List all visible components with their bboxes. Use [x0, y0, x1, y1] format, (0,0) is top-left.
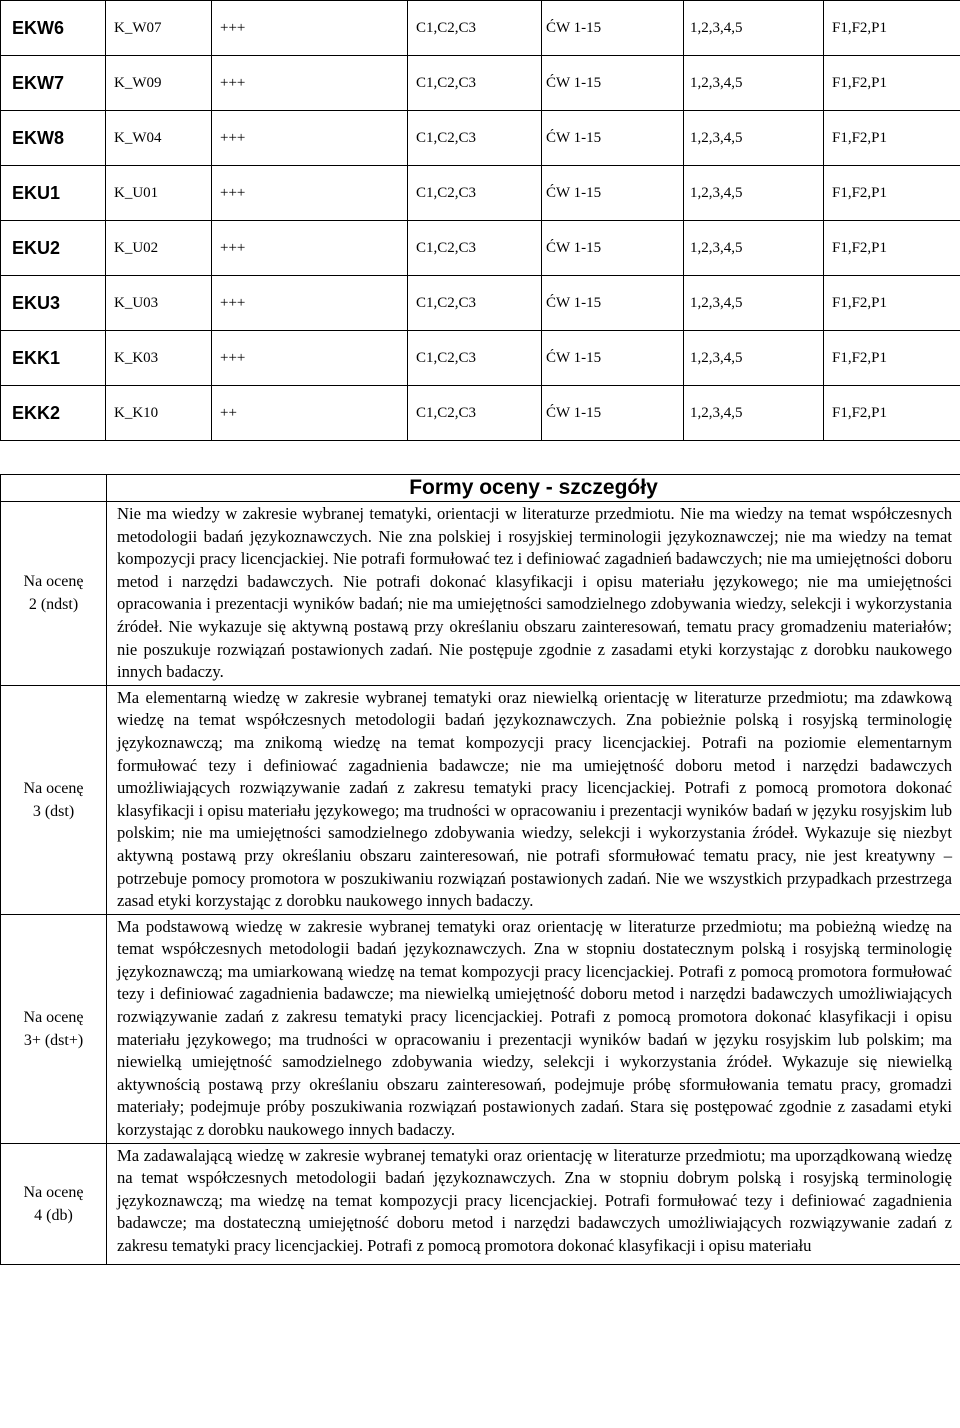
reference-code: K_W07 [106, 1, 212, 56]
assessment-cell: F1,F2,P1 [824, 1, 960, 56]
assessment-cell: F1,F2,P1 [824, 386, 960, 441]
classes-cell: ĆW 1-15 [542, 166, 684, 221]
reference-code: K_K10 [106, 386, 212, 441]
methods-cell: 1,2,3,4,5 [684, 1, 824, 56]
reference-code: K_K03 [106, 331, 212, 386]
goals-cell: C1,C2,C3 [408, 166, 542, 221]
methods-cell: 1,2,3,4,5 [684, 276, 824, 331]
methods-cell: 1,2,3,4,5 [684, 166, 824, 221]
grade-label-line1: Na ocenę [23, 779, 84, 797]
grade-description [107, 685, 960, 914]
grade-label-line1: Na ocenę [23, 1008, 84, 1026]
classes-cell: ĆW 1-15 [542, 276, 684, 331]
reference-code: K_W09 [106, 56, 212, 111]
reference-code: K_W04 [106, 111, 212, 166]
strength-marker: +++ [212, 1, 408, 56]
grade-description-text: Ma zadawalającą wiedzę w zakresie wybranej tematyki oraz orientację w literaturze przedmiotu; ma uporządkowaną wiedzę na temat współczesnych metodologii badań językoznawczych. Zna w stopniu dobrym polską i rosyjską terminologię językoznawczą; ma wiedzę na temat kompozycji pracy licencjackiej. Potrafi formułować tezy i definiować zagadnienia badawcze; ma dostateczną umiejętność doboru metod i narzędzi badawczych umożliwiających rozwiązywanie zadań z zakresu tematyki pracy licencjackiej. Potrafi z pomocą promotora dokonać klasyfikacji i opisu materiału [117, 1145, 952, 1255]
grade-description [107, 502, 960, 686]
grade-label-line1: Na ocenę [23, 1183, 84, 1201]
outcome-row [1, 331, 960, 386]
learning-outcomes-body [1, 1, 960, 441]
assessment-cell: F1,F2,P1 [824, 111, 960, 166]
strength-marker: +++ [212, 221, 408, 276]
grade-label-line2: 2 (ndst) [28, 596, 79, 614]
grade-description [107, 914, 960, 1143]
classes-cell: ĆW 1-15 [542, 1, 684, 56]
strength-marker: +++ [212, 276, 408, 331]
grade-label [1, 1143, 107, 1264]
grade-label [1, 914, 107, 1143]
learning-outcomes-table [0, 0, 960, 441]
grading-header-row [1, 475, 960, 502]
grading-details-title: Formy oceny - szczegóły [107, 475, 960, 502]
grade-label-line2: 4 (db) [34, 1206, 73, 1224]
reference-code: K_U02 [106, 221, 212, 276]
goals-cell: C1,C2,C3 [408, 221, 542, 276]
grade-description-text: Ma podstawową wiedzę w zakresie wybranej tematyki oraz orientację w literaturze przedmiotu; ma pobieżną wiedzę na temat współczesnych metodologii badań językoznawczych. Zna w stopniu dostatecznym polską i rosyjską terminologię językoznawczą; ma umiarkowaną wiedzę na temat kompozycji pracy licencjackiej. Potrafi z pomocą promotora formułować tezy i definiować zagadnienia badawcze; ma niewielką umiejętność doboru metod i narzędzi badawczych umożliwiających rozwiązywanie zadań z zakresu tematyki pracy licencjackiej. Potrafi z pomocą promotora dokonać klasyfikacji i opisu materiału językowego; ma trudności w opracowaniu i prezentacji wyników badań w języku rosyjskim lub polskim; ma niewielką umiejętność samodzielnego zdobywania wiedzy, selekcji i wykorzystania źródeł. Wykazuje się niewielką aktywnością postawą przy określaniu obszaru zainteresowań, podejmuje próbę sformułowania tematu pracy, gromadzi materiały; podejmuje próby poszukiwania rozwiązań postawionych zadań. Stara się postępować zgodnie z zasadami etyki korzystając z dorobku naukowego innych badaczy. [117, 916, 952, 1140]
methods-cell: 1,2,3,4,5 [684, 331, 824, 386]
grade-label [1, 502, 107, 686]
strength-marker: ++ [212, 386, 408, 441]
outcome-code: EKW7 [1, 56, 106, 111]
grade-row-3 [1, 685, 960, 914]
grade-description-text: Nie ma wiedzy w zakresie wybranej tematyki, orientacji w literaturze przedmiotu. Nie ma wiedzy na temat współczesnych metodologii badań językoznawczych. Nie zna polskiej i rosyjskiej terminologii językoznawczej; nie ma wiedzy na temat kompozycji pracy licencjackiej. Nie potrafi formułować tez i definiować zagadnień badawczych; nie ma umiejętności doboru metod i narzędzi badawczych. Nie potrafi dokonać klasyfikacji i opisu materiału językowego; nie ma umiejętności opracowania i prezentacji wyników badań; nie ma umiejętności samodzielnego zdobywania wiedzy, selekcji i wykorzystania źródeł. Nie wykazuje się aktywną postawą przy określaniu obszaru zainteresowań, tematu pracy gromadzeniu materiałów; nie poszukuje rozwiązań postawionych zadań. Nie postępuje zgodnie z zasadami etyki korzystając z dorobku naukowego innych badaczy. [117, 504, 952, 682]
classes-cell: ĆW 1-15 [542, 386, 684, 441]
outcome-row [1, 111, 960, 166]
outcome-code: EKU2 [1, 221, 106, 276]
assessment-cell: F1,F2,P1 [824, 221, 960, 276]
outcome-row [1, 276, 960, 331]
goals-cell: C1,C2,C3 [408, 386, 542, 441]
classes-cell: ĆW 1-15 [542, 221, 684, 276]
classes-cell: ĆW 1-15 [542, 331, 684, 386]
grade-label-line1: Na ocenę [23, 573, 84, 591]
outcome-code: EKK1 [1, 331, 106, 386]
strength-marker: +++ [212, 111, 408, 166]
assessment-cell: F1,F2,P1 [824, 56, 960, 111]
assessment-cell: F1,F2,P1 [824, 166, 960, 221]
grade-label-line2: 3+ (dst+) [23, 1031, 84, 1049]
strength-marker: +++ [212, 166, 408, 221]
goals-cell: C1,C2,C3 [408, 1, 542, 56]
goals-cell: C1,C2,C3 [408, 56, 542, 111]
outcome-code: EKK2 [1, 386, 106, 441]
methods-cell: 1,2,3,4,5 [684, 56, 824, 111]
grade-label [1, 685, 107, 914]
grade-row-3-plus [1, 914, 960, 1143]
outcome-row [1, 56, 960, 111]
grade-row-4 [1, 1143, 960, 1264]
outcome-code: EKU1 [1, 166, 106, 221]
outcome-row [1, 386, 960, 441]
grading-details-table [0, 474, 960, 1265]
classes-cell: ĆW 1-15 [542, 56, 684, 111]
outcome-row [1, 166, 960, 221]
goals-cell: C1,C2,C3 [408, 331, 542, 386]
classes-cell: ĆW 1-15 [542, 111, 684, 166]
methods-cell: 1,2,3,4,5 [684, 386, 824, 441]
outcome-code: EKU3 [1, 276, 106, 331]
grade-row-2 [1, 502, 960, 686]
reference-code: K_U03 [106, 276, 212, 331]
strength-marker: +++ [212, 331, 408, 386]
outcome-row [1, 1, 960, 56]
outcome-row [1, 221, 960, 276]
methods-cell: 1,2,3,4,5 [684, 111, 824, 166]
grade-description-text: Ma elementarną wiedzę w zakresie wybranej tematyki oraz niewielką orientację w literaturze przedmiotu; ma zdawkową wiedzę na temat współczesnych metodologii badań językoznawczych. Zna pobieżnie polską i rosyjską terminologię językoznawczą; ma znikomą wiedzę na temat kompozycji pracy licencjackiej. Potrafi na poziomie elementarnym formułować tezy i definiować zagadnienia badawcze; nie ma umiejętność doboru metod i narzędzi badawczych umożliwiających rozwiązywanie zadań z zakresu tematyki pracy licencjackiej. Potrafi z pomocą promotora dokonać klasyfikacji i opisu materiału językowego; ma trudności w opracowaniu i prezentacji wyników badań w języku rosyjskim lub polskim; nie ma umiejętności samodzielnego zdobywania wiedzy, selekcji i wykorzystania źródeł. Wykazuje się niezbyt aktywną postawą przy określaniu obszaru zainteresowań, nie potrafi sformułować tematu pracy, nie jest kreatywny – potrzebuje pomocy promotora w poszukiwaniu rozwiązań postawionych zadań. Nie we wszystkich przypadkach przestrzega zasad etyki korzystając z dorobku naukowego innych badaczy. [117, 687, 952, 911]
outcome-code: EKW8 [1, 111, 106, 166]
strength-marker: +++ [212, 56, 408, 111]
assessment-cell: F1,F2,P1 [824, 331, 960, 386]
methods-cell: 1,2,3,4,5 [684, 221, 824, 276]
goals-cell: C1,C2,C3 [408, 111, 542, 166]
reference-code: K_U01 [106, 166, 212, 221]
grade-label-line2: 3 (dst) [32, 802, 75, 820]
grade-description [107, 1143, 960, 1264]
goals-cell: C1,C2,C3 [408, 276, 542, 331]
assessment-cell: F1,F2,P1 [824, 276, 960, 331]
outcome-code: EKW6 [1, 1, 106, 56]
